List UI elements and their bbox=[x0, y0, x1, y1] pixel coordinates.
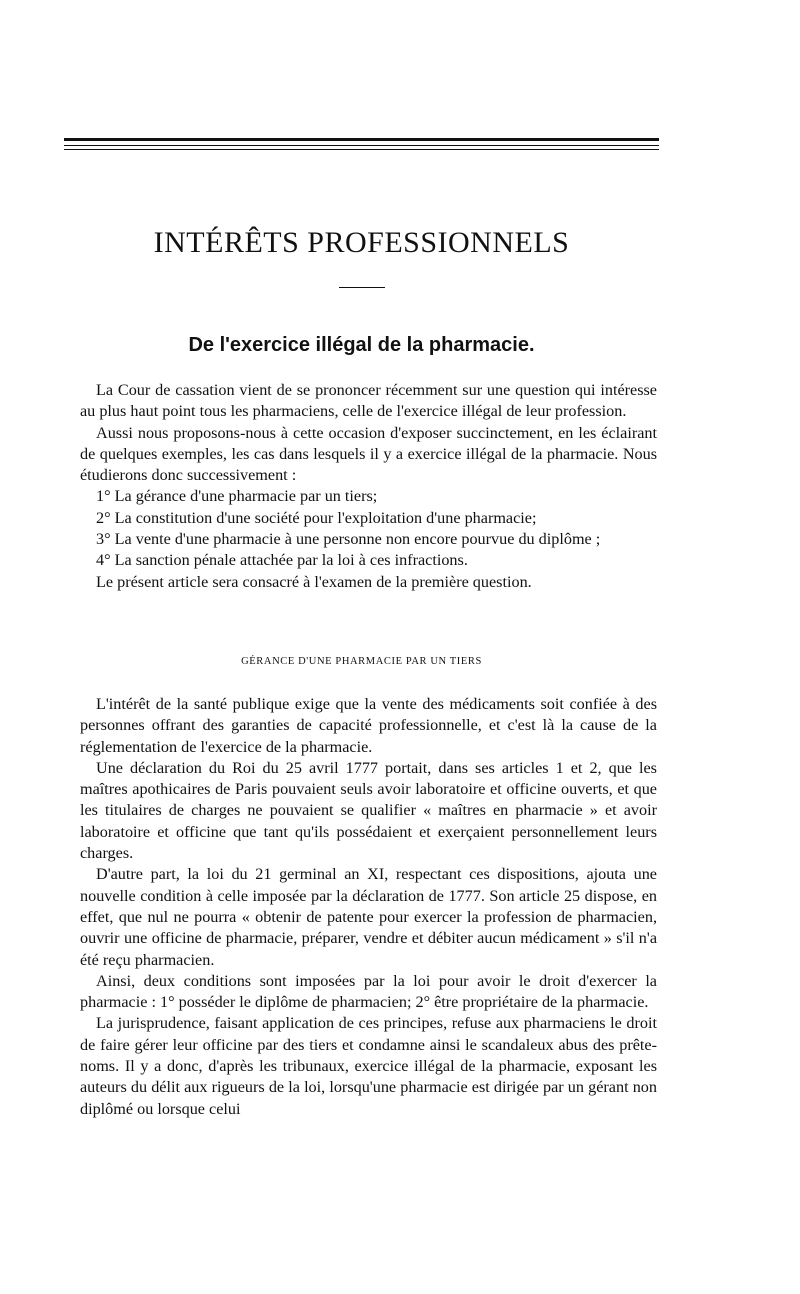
list-item-4: 4° La sanction pénale attachée par la loi à ces infractions. bbox=[96, 551, 468, 570]
header-rule-thin-2 bbox=[64, 149, 659, 150]
section-paragraph-4: Ainsi, deux conditions sont imposées par la loi pour avoir le droit d'exercer la pharmacie : 1° posséder le diplôme de pharmacien; 2° être propriétaire de la pharmacie. bbox=[80, 971, 657, 1012]
section-body bbox=[80, 694, 657, 1120]
section-paragraph-5: La jurisprudence, faisant application de ces principes, refuse aux pharmaciens le droit de faire gérer leur officine par des tiers et condamne ainsi le scandaleux abus des prête-noms. Il y a donc, d'après les tribunaux, exercice illégal de la pharmacie, exposant les auteurs du délit aux rigueurs de la loi, lorsqu'une pharmacie est dirigée par un gérant non diplômé ou lorsque celui bbox=[80, 1014, 657, 1118]
intro-block bbox=[80, 380, 657, 593]
intro-closing: Le présent article sera consacré à l'examen de la première question. bbox=[96, 572, 532, 591]
section-paragraph-2: Une déclaration du Roi du 25 avril 1777 portait, dans ses articles 1 et 2, que les maîtres apothicaires de Paris pouvaient seuls avoir laboratoire et officine ouverts, et que les titulaires de charges ne pouvaient se qualifier « maîtres en pharmacie » et avoir laboratoire et officine que tant qu'ils possédaient et exerçaient personnellement leurs charges. bbox=[80, 758, 657, 863]
header-rule-thick bbox=[64, 138, 659, 141]
title-divider bbox=[339, 287, 385, 288]
section-paragraph-3: D'autre part, la loi du 21 germinal an XI, respectant ces dispositions, ajouta une nouvelle condition à celle imposée par la déclaration de 1777. Son article 25 dispose, en effet, que nul ne pourra « obtenir de patente pour exercer la profession de pharmacien, ouvrir une officine de pharmacie, préparer, vendre et débiter aucun médicament » s'il n'a été reçu pharmacien. bbox=[80, 865, 657, 969]
header-rule-thin-1 bbox=[64, 145, 659, 146]
intro-paragraph-1: La Cour de cassation vient de se prononcer récemment sur une question qui intéresse au plus haut point tous les pharmaciens, celle de l'exercice illégal de leur profession. bbox=[80, 381, 657, 421]
list-item-1: 1° La gérance d'une pharmacie par un tiers; bbox=[96, 487, 378, 506]
section-heading: GÉRANCE D'UNE PHARMACIE PAR UN TIERS bbox=[241, 656, 482, 667]
list-item-2: 2° La constitution d'une société pour l'exploitation d'une pharmacie; bbox=[96, 508, 537, 527]
section-paragraph-1: L'intérêt de la santé publique exige que la vente des médicaments soit confiée à des personnes offrant des garanties de capacité professionnelle, et c'est là la cause de la réglementation de l'exercice de la pharmacie. bbox=[80, 695, 657, 756]
list-item-3: 3° La vente d'une pharmacie à une personne non encore pourvue du diplôme ; bbox=[96, 530, 601, 549]
main-title: INTÉRÊTS PROFESSIONNELS bbox=[153, 226, 570, 259]
intro-paragraph-2: Aussi nous proposons-nous à cette occasion d'exposer succinctement, en les éclairant de quelques exemples, les cas dans lesquels il y a exercice illégal de la pharmacie. Nous étudierons donc successivement : bbox=[80, 423, 657, 485]
article-title: De l'exercice illégal de la pharmacie. bbox=[188, 334, 535, 356]
